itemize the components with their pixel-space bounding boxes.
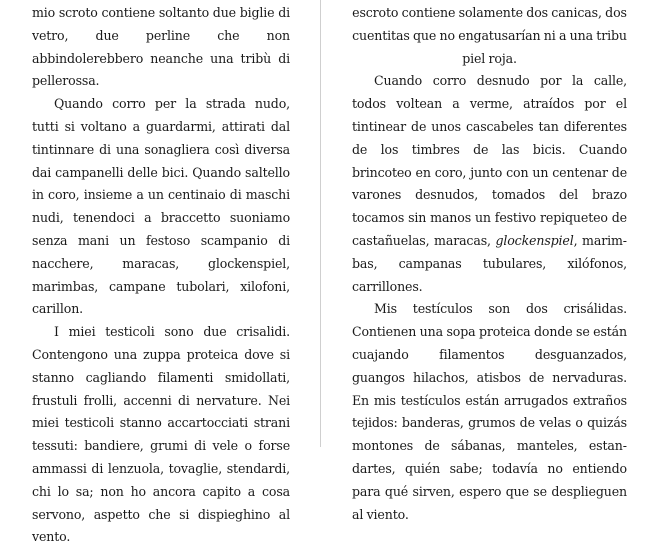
page-divider [320, 0, 321, 447]
paragraph: Quando corro per la strada nudo, tutti si voltano a guardarmi, attirati dal tintinnare di una sonagliera così diversa dai campanelli delle bici. Quando saltello in coro, insieme a un centinaio di maschi nudi, tenendoci a braccetto suoniamo senza mani un festoso scampanio di nacchere, maracas, glockenspiel, marimbas, campane tubolari, xilofoni, carillon. [32, 96, 290, 317]
left-page [0, 0, 320, 545]
italic-term: glockenspiel [495, 232, 574, 248]
right-page [322, 0, 646, 522]
left-text-column [32, 2, 290, 549]
paragraph: I miei testicoli sono due crisalidi. Contengono una zuppa proteica dove si stanno cagliando filamenti smidollati, frustuli frolli, accenni di nervature. Nei miei testicoli stanno accartocciati strani tessuti: bandiere, grumi di vele o forse ammassi di lenzuola, tovaglie, stendardi, chi lo sa; non ho ancora capito a cosa servono, aspetto che si dispieghino al vento. [32, 324, 290, 545]
paragraph: escroto contiene solamente dos canicas, dos cuentitas que no engatusarían ni a una tribu piel roja. [352, 5, 627, 66]
paragraph-text: , marimbas, campanas tubulares, xilófonos, carrillones. [352, 232, 628, 294]
right-text-column [352, 2, 627, 526]
paragraph-text: Cuando corro desnudo por la calle, todos voltean a verme, atraídos por el tintinear de unos cascabeles tan diferentes de los timbres de las bicis. Cuando brincoteo en coro, junto con un centenar de varones desnudos, tomados del brazo tocamos sin manos un festivo repiqueteo de castañuelas, maracas, [352, 73, 627, 248]
paragraph: Mis testículos son dos crisálidas. Contienen una sopa proteica donde se están cuajando filamentos desguanzados, guangos hilachos, atisbos de nervaduras. En mis testículos están arrugados extraños tejidos: banderas, grumos de velas o quizás montones de sábanas, manteles, estandartes, quién sabe; todavía no entiendo para qué sirven, espero que se desplieguen al viento. [352, 301, 627, 522]
paragraph: mio scroto contiene soltanto due biglie di vetro, due perline che non abbindolerebbero neanche una tribù di pellerossa. [32, 5, 290, 89]
paragraph [352, 70, 627, 298]
